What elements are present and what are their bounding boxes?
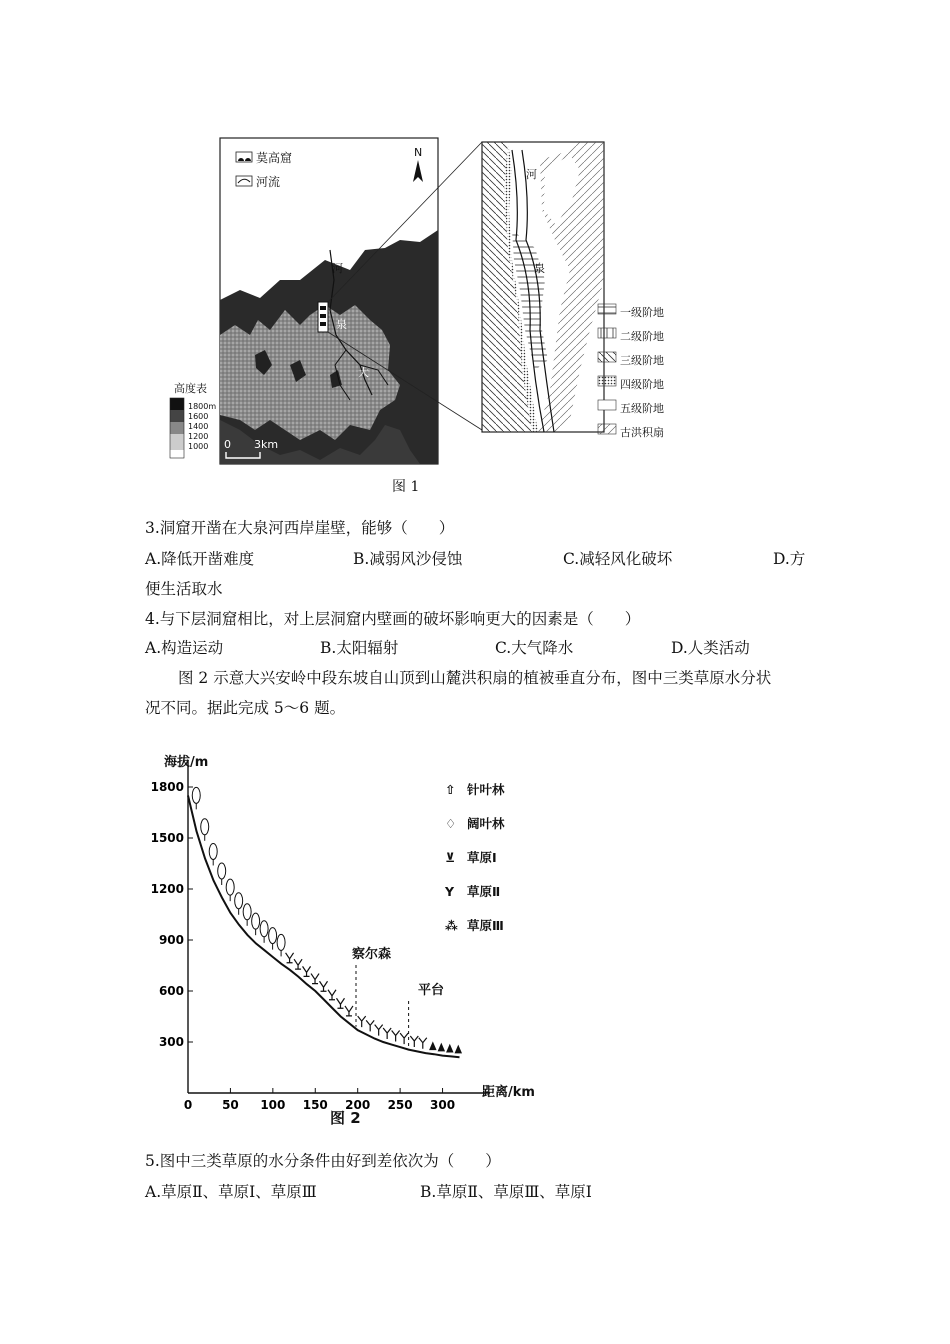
y-tick-label: 1200 xyxy=(150,882,184,896)
elevation-profile-line xyxy=(188,796,460,1058)
chart-ylabel: 海拔/m xyxy=(164,755,209,770)
q4-option-a: A.构造运动 xyxy=(145,639,224,657)
grass-3-icon xyxy=(438,1044,444,1051)
q5-option-a: A.草原Ⅱ、草原Ⅰ、草原Ⅲ xyxy=(145,1183,317,1201)
river-char-2: 泉 xyxy=(336,318,347,331)
q3-option-a: A.降低开凿难度 xyxy=(145,550,255,568)
q5-option-b: B.草原Ⅱ、草原Ⅲ、草原Ⅰ xyxy=(420,1183,592,1201)
legend-item-broadleaf xyxy=(445,807,505,841)
grass-2-icon xyxy=(419,1038,427,1049)
elevation-tick: 1200 xyxy=(188,432,209,441)
elevation-ticks xyxy=(188,402,216,452)
tree-icon xyxy=(260,921,268,937)
grass-2-icon xyxy=(392,1031,400,1042)
q5-stem: 5.图中三类草原的水分条件由好到差依次为（ ） xyxy=(145,1152,501,1170)
figure-2-caption: 图 2 xyxy=(330,1109,361,1127)
elevation-title: 高度表 xyxy=(174,382,207,395)
figure-1-caption: 图 1 xyxy=(392,479,420,495)
tree-icon xyxy=(218,863,226,879)
elevation-tick: 1600 xyxy=(188,412,209,421)
north-label: N xyxy=(414,146,423,159)
q4-option-c: C.大气降水 xyxy=(495,639,574,657)
legend-cave-label: 莫高窟 xyxy=(256,151,293,165)
grass-1-icon xyxy=(328,990,336,1000)
grass-3-icon xyxy=(455,1046,461,1053)
tree-icon xyxy=(235,893,243,909)
grass-2-icon xyxy=(383,1028,391,1039)
terrace-legend-item: 四级阶地 xyxy=(620,378,664,391)
legend-river-label: 河流 xyxy=(256,175,281,189)
scale-zero: 0 xyxy=(224,438,231,451)
legend-label: 草原Ⅲ xyxy=(467,918,504,933)
y-tick-label: 600 xyxy=(158,984,184,998)
q3-option-b: B.减弱风沙侵蚀 xyxy=(353,550,463,568)
grass-1-icon xyxy=(320,981,328,991)
elevation-tick: 1000 xyxy=(188,442,209,451)
grass-3-icon xyxy=(430,1043,436,1050)
figure-1 xyxy=(160,130,720,500)
tree-icon xyxy=(243,904,251,920)
legend-item-grass-2 xyxy=(445,875,505,909)
inset-river-char-1: 河 xyxy=(526,168,537,181)
annotation-label-1: 察尔森 xyxy=(352,947,392,962)
q3-option-d-cont: 便生活取水 xyxy=(145,580,223,598)
tree-icon xyxy=(209,843,217,859)
conifer-icon: ⇧ xyxy=(445,782,456,797)
legend-label: 阔叶林 xyxy=(467,816,505,831)
q4-stem: 4.与下层洞窟相比，对上层洞窟内壁画的破坏影响更大的因素是（ ） xyxy=(145,610,641,628)
q4-option-b: B.太阳辐射 xyxy=(320,639,399,657)
legend-label: 针叶林 xyxy=(467,782,505,797)
grass-2-icon xyxy=(375,1025,383,1036)
x-tick-label: 100 xyxy=(260,1098,286,1112)
grass-2-icon xyxy=(358,1016,366,1027)
q3-option-c: C.减轻风化破坏 xyxy=(563,550,673,568)
grass-3-icon: ⁂ xyxy=(445,918,458,933)
grass-1-icon xyxy=(286,953,294,963)
grass-1-icon xyxy=(345,1006,353,1016)
grass-2-icon xyxy=(410,1036,418,1047)
terrace-legend-item: 一级阶地 xyxy=(620,306,664,319)
grass-1-icon xyxy=(294,959,302,969)
legend-item-grass-1 xyxy=(445,841,505,875)
legend-item-grass-3 xyxy=(445,909,505,943)
intro-line-2: 况不同。据此完成 5～6 题。 xyxy=(145,699,346,717)
legend-label: 草原Ⅱ xyxy=(467,884,501,899)
river-char-1: 河 xyxy=(332,262,343,275)
terrace-legend-item: 三级阶地 xyxy=(620,354,664,367)
river-char-3: 大 xyxy=(358,366,369,379)
y-tick-label: 300 xyxy=(158,1035,184,1049)
q3-option-d: D.方 xyxy=(773,550,806,568)
x-tick-label: 0 xyxy=(183,1098,193,1112)
x-tick-label: 50 xyxy=(222,1098,239,1112)
broadleaf-icon: ♢ xyxy=(445,816,457,831)
legend-item-conifer xyxy=(445,773,505,807)
x-tick-label: 300 xyxy=(430,1098,456,1112)
y-tick-label: 1500 xyxy=(150,831,184,845)
grass-2-icon: Y xyxy=(445,884,455,899)
chart-legend xyxy=(445,773,505,943)
tree-icon xyxy=(192,787,200,803)
terrace-legend-item: 二级阶地 xyxy=(620,330,664,343)
elevation-tick: 1800m xyxy=(188,402,217,411)
annotation-label-2: 平台 xyxy=(418,983,445,998)
terrace-legend-item: 五级阶地 xyxy=(620,402,664,415)
intro-line-1: 图 2 示意大兴安岭中段东坡自山顶到山麓洪积扇的植被垂直分布，图中三类草原水分状 xyxy=(178,669,772,687)
q4-option-d: D.人类活动 xyxy=(671,639,750,657)
x-tick-label: 150 xyxy=(302,1098,328,1112)
chart-xlabel: 距离/km xyxy=(482,1085,535,1100)
scale-label: 3km xyxy=(254,438,279,451)
tree-icon xyxy=(269,928,277,944)
q3-stem: 3.洞窟开凿在大泉河西岸崖壁，能够（ ） xyxy=(145,519,455,537)
legend-label: 草原Ⅰ xyxy=(467,850,497,865)
terrace-legend xyxy=(620,301,664,445)
inset-river-char-2: 泉 xyxy=(534,262,545,275)
figure-2 xyxy=(150,745,550,1140)
x-tick-label: 250 xyxy=(387,1098,413,1112)
tree-icon xyxy=(277,934,285,950)
tree-icon xyxy=(252,913,260,929)
grass-2-icon xyxy=(366,1020,374,1031)
tree-icon xyxy=(226,879,234,895)
x-tick-label: 200 xyxy=(345,1098,371,1112)
grass-1-icon xyxy=(336,998,344,1008)
terrace-legend-item: 古洪积扇 xyxy=(620,426,664,439)
grass-3-icon xyxy=(447,1045,453,1052)
grass-1-icon xyxy=(311,974,319,984)
elevation-tick: 1400 xyxy=(188,422,209,431)
grass-1-icon: ⊻ xyxy=(445,850,456,865)
tree-icon xyxy=(201,819,209,835)
grass-2-icon xyxy=(400,1033,408,1044)
y-tick-label: 900 xyxy=(158,933,184,947)
grass-1-icon xyxy=(303,966,311,976)
y-tick-label: 1800 xyxy=(150,780,184,794)
